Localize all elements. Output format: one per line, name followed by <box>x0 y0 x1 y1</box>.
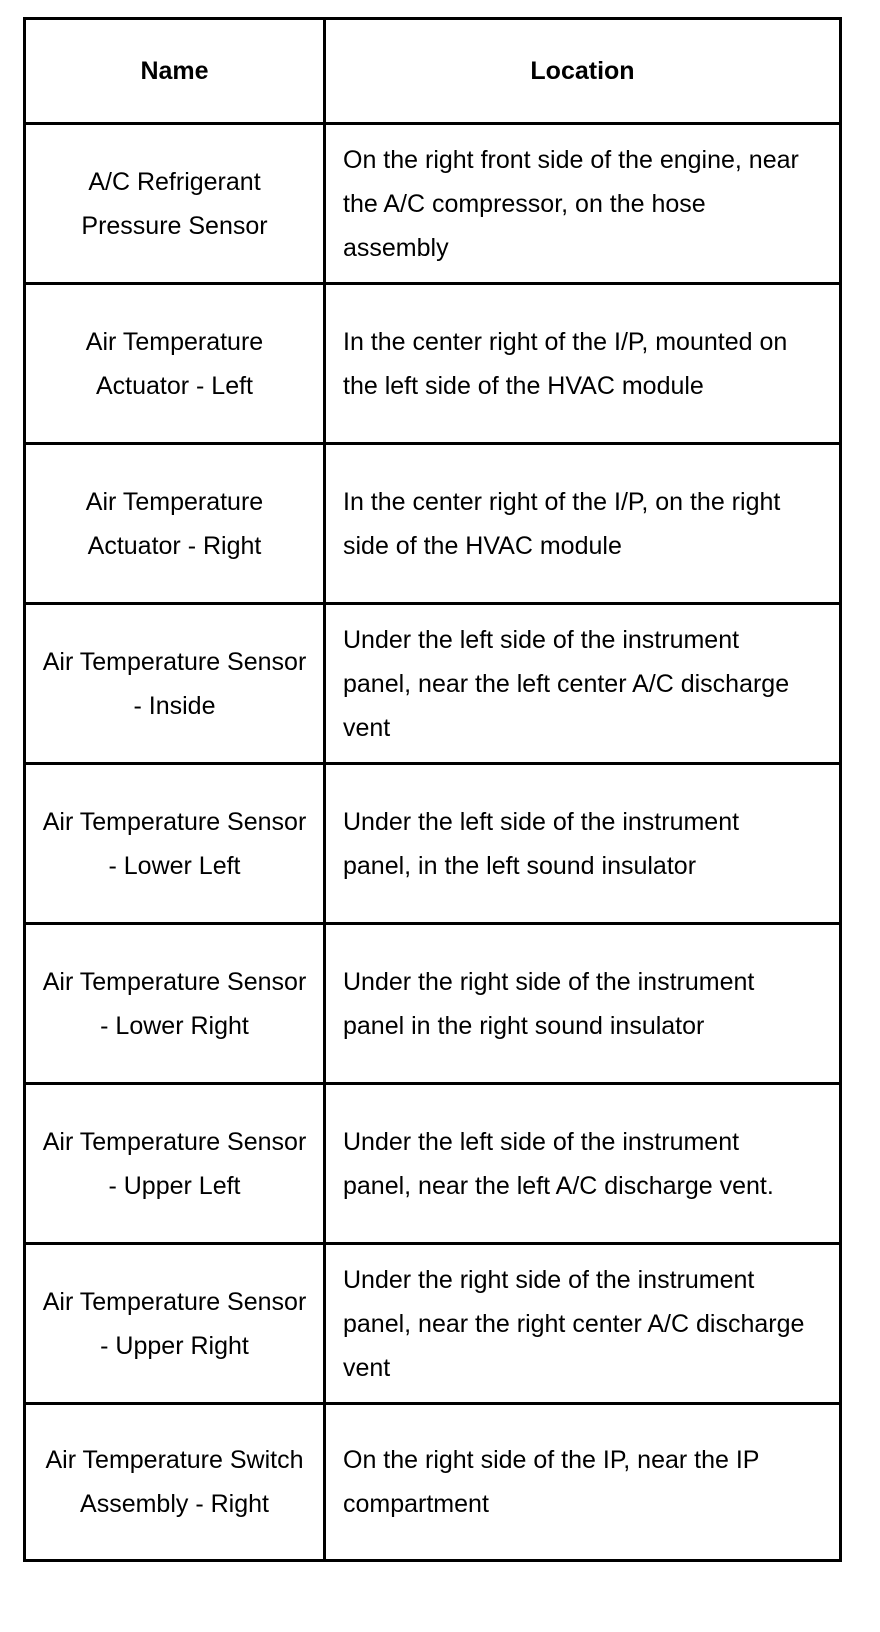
component-name-cell: Air Temperature Sensor - Upper Right <box>25 1244 325 1404</box>
component-location-cell: In the center right of the I/P, mounted on the left side of the HVAC module <box>325 284 841 444</box>
table-header-row <box>25 19 841 124</box>
component-name-cell: Air Temperature Sensor - Lower Right <box>25 924 325 1084</box>
component-location-cell: Under the right side of the instrument panel, near the right center A/C discharge vent <box>325 1244 841 1404</box>
table-row <box>25 124 841 284</box>
table-row <box>25 1084 841 1244</box>
component-location-cell: On the right front side of the engine, near the A/C compressor, on the hose assembly <box>325 124 841 284</box>
table-row <box>25 604 841 764</box>
table-row <box>25 444 841 604</box>
component-location-table <box>23 17 842 1562</box>
component-location-cell: On the right side of the IP, near the IP compartment <box>325 1404 841 1561</box>
column-header-location: Location <box>325 19 841 124</box>
component-name-cell: Air Temperature Sensor - Lower Left <box>25 764 325 924</box>
component-location-cell: Under the left side of the instrument panel, in the left sound insulator <box>325 764 841 924</box>
component-location-cell: Under the left side of the instrument panel, near the left center A/C discharge vent <box>325 604 841 764</box>
table-row <box>25 1404 841 1561</box>
component-location-cell: Under the left side of the instrument panel, near the left A/C discharge vent. <box>325 1084 841 1244</box>
component-location-cell: In the center right of the I/P, on the right side of the HVAC module <box>325 444 841 604</box>
component-name-cell: Air Temperature Sensor - Inside <box>25 604 325 764</box>
component-name-cell: Air Temperature Actuator - Left <box>25 284 325 444</box>
table-row <box>25 1244 841 1404</box>
component-name-cell: Air Temperature Sensor - Upper Left <box>25 1084 325 1244</box>
component-location-cell: Under the right side of the instrument panel in the right sound insulator <box>325 924 841 1084</box>
table-row <box>25 764 841 924</box>
component-name-cell: Air Temperature Switch Assembly - Right <box>25 1404 325 1561</box>
column-header-name: Name <box>25 19 325 124</box>
component-location-table-container <box>23 17 839 1562</box>
component-name-cell: A/C Refrigerant Pressure Sensor <box>25 124 325 284</box>
component-name-cell: Air Temperature Actuator - Right <box>25 444 325 604</box>
table-row <box>25 284 841 444</box>
table-row <box>25 924 841 1084</box>
